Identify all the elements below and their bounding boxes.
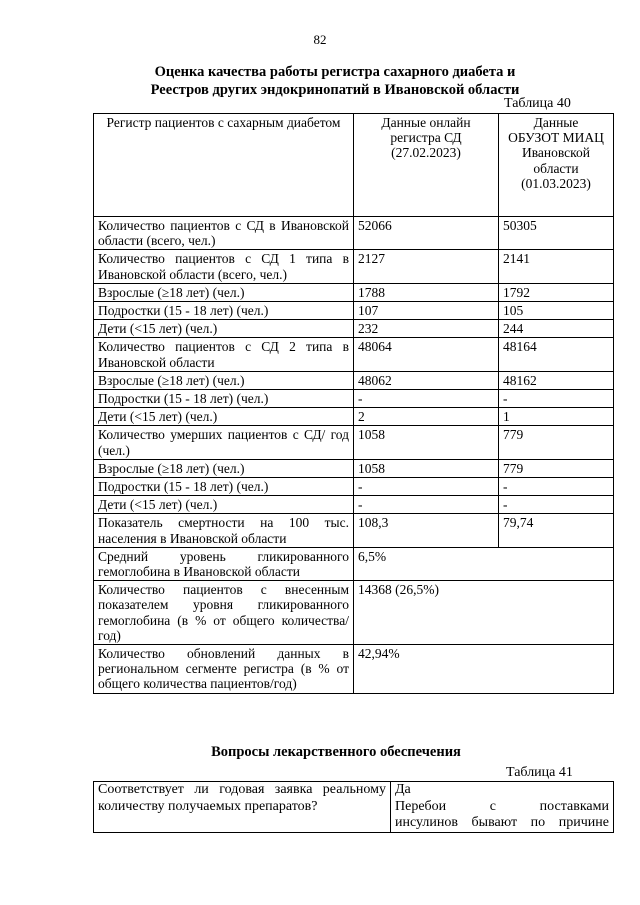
title-line-1: Оценка качества работы регистра сахарного диабета и	[154, 64, 516, 80]
online-value: 2	[354, 408, 499, 426]
row-label: Взрослые (≥18 лет) (чел.)	[94, 371, 354, 389]
answer-line-2	[395, 799, 609, 816]
table-row	[94, 217, 614, 250]
table-row	[94, 496, 614, 514]
online-value: 48062	[354, 371, 499, 389]
online-value: 48064	[354, 338, 499, 371]
header-online-registry: Данные онлайн регистра СД (27.02.2023)	[354, 114, 499, 217]
table-row	[94, 338, 614, 371]
online-value: -	[354, 496, 499, 514]
row-label: Количество умерших пациентов с СД/ год (чел.)	[94, 426, 354, 459]
answer-word: причине	[558, 815, 609, 830]
merged-value: 14368 (26,5%)	[354, 581, 614, 645]
table-41	[93, 781, 614, 833]
table-row	[94, 283, 614, 301]
row-label: Подростки (15 - 18 лет) (чел.)	[94, 302, 354, 320]
table-40	[93, 113, 614, 694]
answer-line-1: Да	[395, 782, 411, 797]
row-label: Количество пациентов с СД 2 типа в Ивановской области	[94, 338, 354, 371]
row-label: Количество пациентов с СД 1 типа в Ивановской области (всего, чел.)	[94, 250, 354, 283]
answer-word: поставками	[539, 798, 609, 814]
row-label: Показатель смертности на 100 тыс. населения в Ивановской области	[94, 514, 354, 547]
row-label: Взрослые (≥18 лет) (чел.)	[94, 459, 354, 477]
row-label: Дети (<15 лет) (чел.)	[94, 408, 354, 426]
answer-word: с	[489, 798, 497, 814]
online-value: -	[354, 390, 499, 408]
miac-value: 1	[499, 408, 614, 426]
table-row	[94, 547, 614, 580]
online-value: 107	[354, 302, 499, 320]
merged-value: 42,94%	[354, 645, 614, 694]
answer-word: инсулинов	[395, 815, 458, 830]
miac-value: -	[499, 496, 614, 514]
miac-value: 105	[499, 302, 614, 320]
row-label: Количество пациентов с СД в Ивановской области (всего, чел.)	[94, 217, 354, 250]
online-value: 232	[354, 320, 499, 338]
online-value: 1058	[354, 426, 499, 459]
row-label: Дети (<15 лет) (чел.)	[94, 496, 354, 514]
page-number: 82	[313, 32, 327, 47]
table-row	[94, 390, 614, 408]
miac-value: 779	[499, 426, 614, 459]
online-value: 108,3	[354, 514, 499, 547]
table-row	[94, 478, 614, 496]
answer-line-3	[395, 815, 609, 832]
table-row	[94, 782, 614, 833]
miac-value: 48162	[499, 371, 614, 389]
miac-value: -	[499, 478, 614, 496]
table-row	[94, 459, 614, 477]
table-row	[94, 408, 614, 426]
title-line-2: Реестров других эндокринопатий в Ивановской области	[150, 82, 520, 98]
miac-value: 50305	[499, 217, 614, 250]
online-value: 1058	[354, 459, 499, 477]
table-row	[94, 514, 614, 547]
miac-value: 779	[499, 459, 614, 477]
page-title	[90, 63, 580, 99]
miac-value: 48164	[499, 338, 614, 371]
table-row	[94, 250, 614, 283]
miac-value: -	[499, 390, 614, 408]
row-label: Взрослые (≥18 лет) (чел.)	[94, 283, 354, 301]
answer-word: по	[530, 815, 546, 830]
answer-cell	[391, 782, 614, 833]
header-miac: Данные ОБУЗОТ МИАЦ Ивановской области (01.03.2023)	[499, 114, 614, 217]
row-label: Количество обновлений данных в региональном сегменте регистра (в % от общего количества пациентов/год)	[94, 645, 354, 694]
row-label: Средний уровень гликированного гемоглобина в Ивановской области	[94, 547, 354, 580]
header-registry: Регистр пациентов с сахарным диабетом	[94, 114, 354, 217]
table-40-header-row	[94, 114, 614, 217]
miac-value: 2141	[499, 250, 614, 283]
online-value: -	[354, 478, 499, 496]
miac-value: 1792	[499, 283, 614, 301]
row-label: Дети (<15 лет) (чел.)	[94, 320, 354, 338]
table-row	[94, 581, 614, 645]
question-cell: Соответствует ли годовая заявка реальному количеству получаемых препаратов?	[94, 782, 391, 833]
table-40-label: Таблица 40	[504, 96, 571, 111]
online-value: 2127	[354, 250, 499, 283]
section-title-drug-supply: Вопросы лекарственного обеспечения	[211, 744, 461, 760]
row-label: Подростки (15 - 18 лет) (чел.)	[94, 478, 354, 496]
table-row	[94, 645, 614, 694]
online-value: 1788	[354, 283, 499, 301]
table-row	[94, 426, 614, 459]
table-41-label: Таблица 41	[506, 765, 573, 780]
answer-word: Перебои	[395, 798, 447, 814]
merged-value: 6,5%	[354, 547, 614, 580]
row-label: Количество пациентов с внесенным показателем уровня гликированного гемоглобина (в % от общего количества/год)	[94, 581, 354, 645]
miac-value: 79,74	[499, 514, 614, 547]
miac-value: 244	[499, 320, 614, 338]
table-row	[94, 320, 614, 338]
row-label: Подростки (15 - 18 лет) (чел.)	[94, 390, 354, 408]
online-value: 52066	[354, 217, 499, 250]
answer-word: бывают	[471, 815, 518, 830]
table-row	[94, 302, 614, 320]
table-row	[94, 371, 614, 389]
